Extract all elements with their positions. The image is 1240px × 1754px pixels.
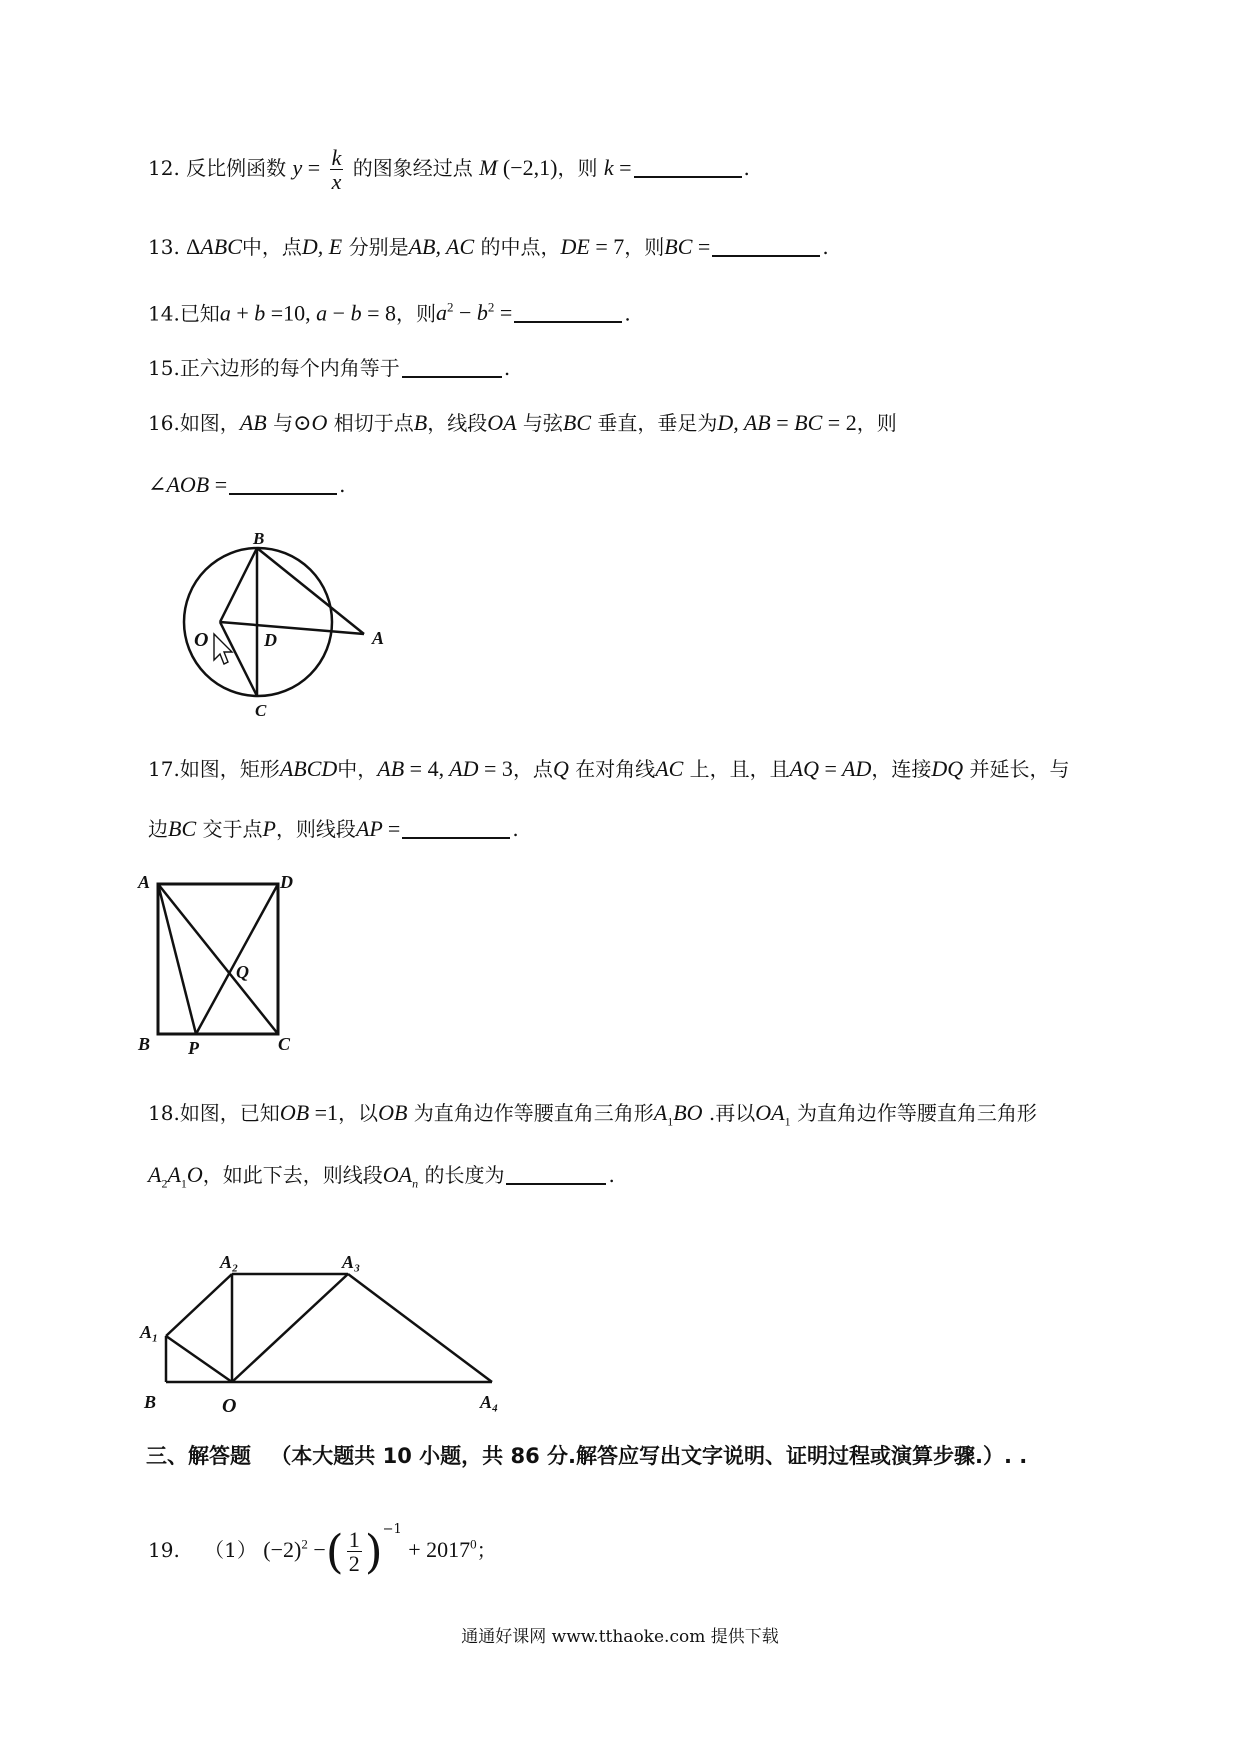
label-o: O — [222, 1395, 237, 1417]
question-18-line2: $A_2A_1O$，如此下去，则线段$OA_n$ 的长度为 . — [148, 1162, 615, 1191]
question-19: 19. （1） $(-2)^2$ −( $\frac{1}{2}$ )$^{-1} + 2017^0$； — [148, 1522, 497, 1579]
answer-blank-15[interactable] — [402, 375, 502, 378]
fraction-one-half: $\frac{1}{2}$ — [348, 1526, 360, 1576]
label-b: B — [253, 530, 265, 548]
label-q: Q — [236, 962, 249, 982]
segment-a3o — [232, 1274, 348, 1382]
label-c: C — [278, 1034, 291, 1054]
label-a2: A₂ — [220, 1252, 239, 1272]
figure-16-circle-tangent — [140, 530, 400, 730]
segment-oa — [220, 622, 364, 634]
answer-blank-12[interactable] — [634, 175, 742, 178]
question-16: 16.如图，AB 与⊙O 相切于点B，线段OA 与弦BC 垂直，垂足为D, AB = BC = 2，则 — [148, 410, 897, 435]
label-a: A — [372, 628, 385, 648]
question-15: 15.正六边形的每个内角等于 . — [148, 356, 511, 380]
section-3-heading — [146, 1440, 1027, 1470]
question-18: 18.如图，已知OB =1，以OB 为直角边作等腰直角三角形$A_1BO$ .再以$OA_1$ 为直角边作等腰直角三角形 — [148, 1100, 1037, 1129]
page-footer: 通通好课网 www.tthaoke.com 提供下载 — [461, 1627, 779, 1647]
answer-blank-14[interactable] — [514, 320, 622, 323]
section-3-title: 三、解答题 — [146, 1444, 251, 1468]
question-17: 17.如图，矩形ABCD中，AB = 4, AD = 3，点Q 在对角线AC 上，且，且AQ = AD，连接DQ 并延长，与 — [148, 756, 1070, 781]
figure-18-triangles — [130, 1230, 520, 1420]
label-a1: A₁ — [140, 1322, 159, 1342]
label-p: P — [188, 1038, 199, 1058]
question-17-line2: 边BC 交于点P，则线段AP = . — [148, 816, 519, 841]
label-d: D — [264, 630, 277, 650]
label-b: B — [138, 1034, 151, 1054]
answer-blank-18[interactable] — [506, 1182, 606, 1185]
label-c: C — [255, 701, 267, 720]
segment-ab — [257, 548, 364, 634]
segment-a1a2 — [166, 1274, 232, 1336]
figure-17-rectangle — [130, 870, 300, 1060]
section-3-note: （本大题共 10 小题，共 86 分.解答应写出文字说明、证明过程或演算步骤.）. . — [270, 1444, 1028, 1468]
fraction-k-over-x: $\frac{k}{x}$ — [331, 145, 342, 195]
segment-a1o — [166, 1336, 232, 1382]
question-13: 13. ΔABC中，点D, E 分别是AB, AC 的中点，DE = 7，则BC = . — [148, 234, 829, 259]
label-b: B — [144, 1392, 157, 1412]
segment-a3a4 — [348, 1274, 492, 1382]
question-14: 14.已知a + b =10, a − b = 8，则$a^2 - b^2$ = . — [148, 300, 631, 326]
label-a: A — [138, 872, 151, 892]
answer-blank-13[interactable] — [712, 254, 820, 257]
question-16-line2: ∠AOB = . — [148, 472, 346, 497]
label-a3: A₃ — [342, 1252, 361, 1272]
label-a4: A₄ — [480, 1392, 499, 1412]
label-d: D — [280, 872, 293, 892]
answer-blank-17[interactable] — [402, 836, 510, 839]
segment-dp — [196, 884, 278, 1034]
segment-ob — [220, 548, 257, 622]
question-12: 12. 反比例函数 y = $\frac{k}{x}$ 的图象经过点 M (−2,1)，则 k = . — [148, 145, 750, 195]
answer-blank-16[interactable] — [229, 492, 337, 495]
label-o: O — [194, 629, 209, 651]
